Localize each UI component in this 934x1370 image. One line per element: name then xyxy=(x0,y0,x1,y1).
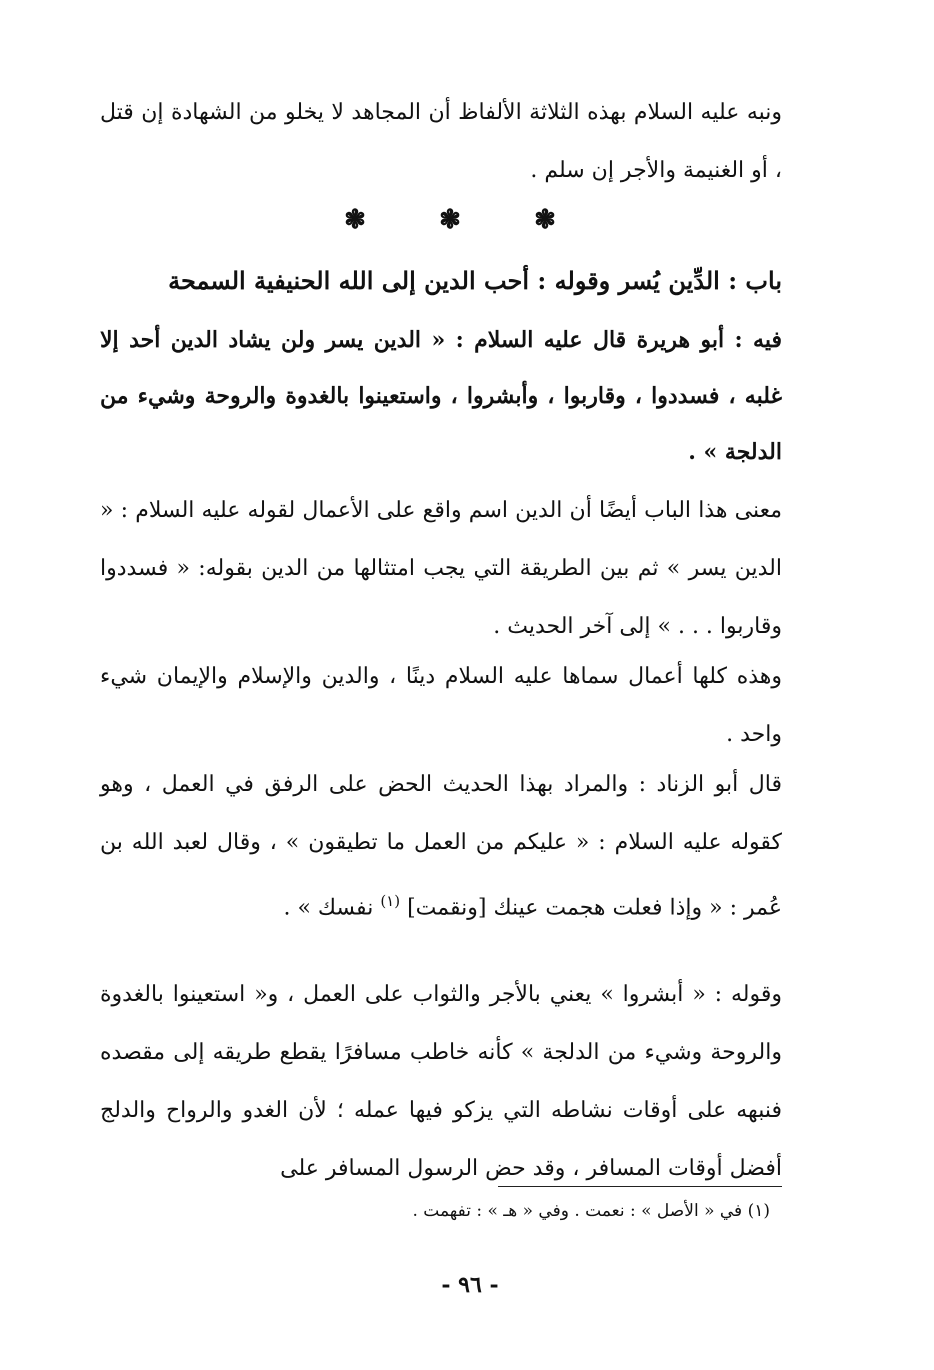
commentary-paragraph-3 xyxy=(100,756,782,937)
paragraph-text-after-note: نفسك » . xyxy=(283,895,374,921)
chapter-title: باب : الدِّين يُسر وقوله : أحب الدين إلى الله الحنيفية السمحة xyxy=(168,266,782,295)
paragraph-text xyxy=(100,756,782,937)
star-ornament-icon: ❃ xyxy=(344,205,366,235)
section-separator xyxy=(340,200,560,240)
hadith-paragraph xyxy=(100,312,782,480)
intro-text: ونبه عليه السلام بهذه الثلاثة الألفاظ أن المجاهد لا يخلو من الشهادة إن قتل ، أو الغنيمة والأجر إن سلم . xyxy=(100,100,782,183)
paragraph-text-before-note: قال أبو الزناد : والمراد بهذا الحديث الحض على الرفق في العمل ، وهو كقوله عليه السلام : « عليكم من العمل ما تطيقون » ، وقال لعبد الله بن عُمر : « وإذا فعلت هجمت عينك [ونقمت] xyxy=(100,772,782,921)
footnote-divider xyxy=(498,1186,782,1187)
commentary-paragraph-4 xyxy=(100,966,782,1198)
star-ornament-icon: ❃ xyxy=(439,205,461,235)
intro-paragraph xyxy=(100,84,782,200)
page-number: - ٩٦ - xyxy=(441,1272,499,1298)
hadith-text: فيه : أبو هريرة قال عليه السلام : « الدين يسر ولن يشاد الدين أحد إلا غلبه ، فسددوا ، وقاربوا ، وأبشروا ، واستعينوا بالغدوة والروحة وشيء من الدلجة » . xyxy=(100,327,782,465)
footnote: (١) في « الأصل » : نعمت . وفي « هـ » : تفهمت . xyxy=(412,1201,770,1221)
paragraph-text: معنى هذا الباب أيضًا أن الدين اسم واقع على الأعمال لقوله عليه السلام : « الدين يسر » ثم بين الطريقة التي يجب امتثالها من الدين بقوله: « فسددوا وقاربوا . . . » إلى آخر الحديث . xyxy=(100,498,782,639)
paragraph-text: وهذه كلها أعمال سماها عليه السلام دينًا ، والدين والإسلام والإيمان شيء واحد . xyxy=(100,664,782,747)
commentary-paragraph-1 xyxy=(100,482,782,656)
star-ornament-icon: ❃ xyxy=(534,205,556,235)
footnote-reference: (١) xyxy=(380,892,401,910)
paragraph-text: وقوله : « أبشروا » يعني بالأجر والثواب على العمل ، و« استعينوا بالغدوة والروحة وشيء من الدلجة » كأنه خاطب مسافرًا يقطع طريقه إلى مقصده فنبهه على أوقات نشاطه التي يزكو فيها عمله ؛ لأن الغدو والرواح والدلج أفضل أوقات المسافر ، وقد حض الرسول المسافر على xyxy=(100,982,782,1181)
commentary-paragraph-2 xyxy=(100,648,782,764)
